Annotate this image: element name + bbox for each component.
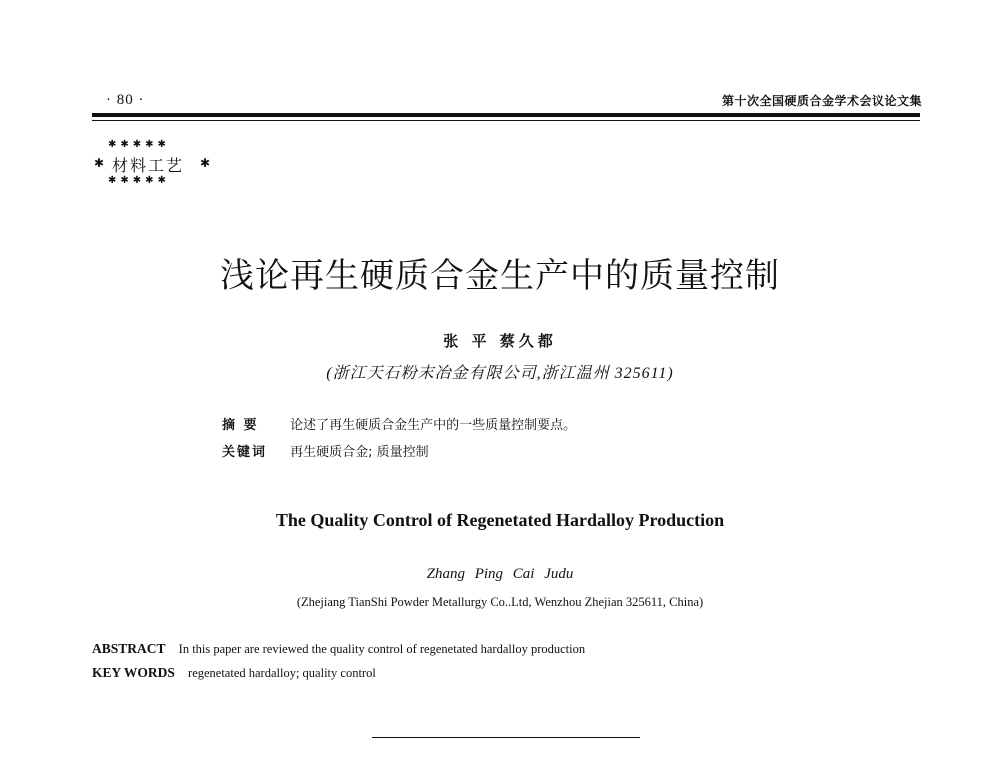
journal-title: 第十次全国硬质合金学术会议论文集 [721,94,922,108]
footer-rule [372,737,640,738]
authors-cn: 张 平 蔡久都 [443,332,557,350]
header-rule-thick [92,113,920,117]
abstract-en-label: ABSTRACT [92,641,166,656]
keywords-cn-label: 关键词 [222,445,268,460]
title-en: The Quality Control of Regenetated Hardalloy Production [275,510,725,530]
authors-en: Zhang Ping Cai Judu [426,566,574,582]
abstract-cn-label: 摘 要 [222,418,259,433]
keywords-cn [222,441,429,460]
header-rule-thin [92,120,920,121]
badge-ornament-right: ✱ [199,156,210,170]
title-cn: 浅论再生硬质合金生产中的质量控制 [220,256,780,296]
keywords-en-text: regenetated hardalloy; quality control [188,666,376,680]
section-badge [94,140,210,188]
keywords-en [92,665,376,681]
badge-ornament-top: ✱✱✱✱✱ [108,139,170,150]
badge-ornament-left: ✱ [94,156,105,170]
abstract-en [92,641,585,657]
keywords-en-label: KEY WORDS [92,665,175,680]
page-number: · 80 · [106,92,145,108]
affiliation-en: (Zhejiang TianShi Powder Metallurgy Co..Ltd, Wenzhou Zhejian 325611, China) [296,595,704,609]
badge-ornament-bottom: ✱✱✱✱✱ [108,175,170,186]
keywords-cn-text: 再生硬质合金; 质量控制 [290,445,429,460]
affiliation-cn: (浙江天石粉末冶金有限公司,浙江温州 325611) [326,365,674,382]
section-label: 材料工艺 [112,156,185,175]
abstract-cn [222,414,576,433]
abstract-cn-text: 论述了再生硬质合金生产中的一些质量控制要点。 [290,418,577,433]
abstract-en-text: In this paper are reviewed the quality control of regenetated hardalloy production [178,642,586,656]
